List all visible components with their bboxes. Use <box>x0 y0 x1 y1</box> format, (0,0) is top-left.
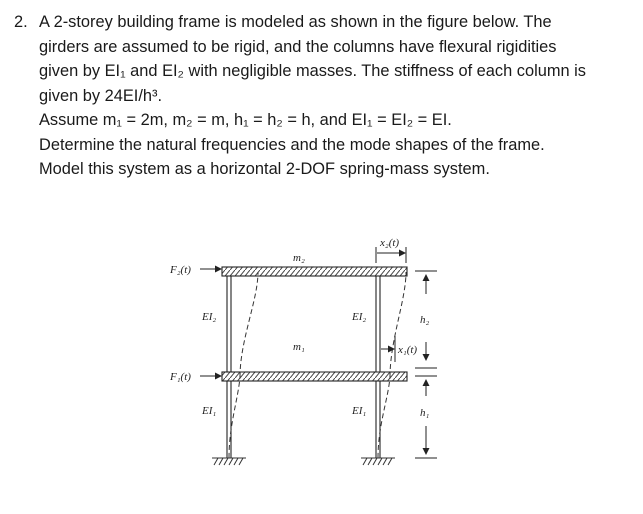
label-m2: m₂ <box>293 252 305 264</box>
right-columns <box>376 276 380 458</box>
problem-number: 2. <box>14 13 28 31</box>
displacement-x2-marker <box>376 247 406 263</box>
label-h1: h₁ <box>420 407 430 419</box>
label-m1: m₁ <box>293 341 305 353</box>
problem-line-4: given by 24EI/h³. <box>39 86 163 105</box>
problem-line-2: girders are assumed to be rigid, and the columns have flexural rigidities <box>39 37 557 56</box>
label-h2: h₂ <box>420 314 430 326</box>
height-dimensions <box>415 271 437 458</box>
label-ei2-left: EI₂ <box>202 311 217 323</box>
problem-line-6: Determine the natural frequencies and the mode shapes of the frame. <box>39 135 545 154</box>
left-ground-support <box>212 458 246 465</box>
problem-line-5: Assume m₁ = 2m, m₂ = m, h₁ = h₂ = h, and EI₁ = EI₂ = EI. <box>39 111 452 129</box>
label-x2: x₂(t) <box>380 237 400 249</box>
problem-line-3: given by EI₁ and EI₂ with negligible masses. The stiffness of each column is <box>39 62 586 80</box>
label-ei1-left: EI₁ <box>202 405 217 417</box>
label-f2: F₂(t) <box>170 264 191 276</box>
problem-line-7: Model this system as a horizontal 2-DOF spring-mass system. <box>39 160 490 178</box>
right-ground-support <box>361 458 395 465</box>
label-ei2-right: EI₂ <box>352 311 367 323</box>
bottom-girder <box>222 372 407 381</box>
problem-line-1: 2. A 2-storey building frame is modeled as shown in the figure below. The <box>14 10 632 35</box>
label-ei1-right: EI₁ <box>352 405 367 417</box>
top-girder <box>222 267 407 276</box>
label-f1: F₁(t) <box>170 371 191 383</box>
left-columns <box>227 276 231 458</box>
label-x1: x₁(t) <box>398 344 418 356</box>
